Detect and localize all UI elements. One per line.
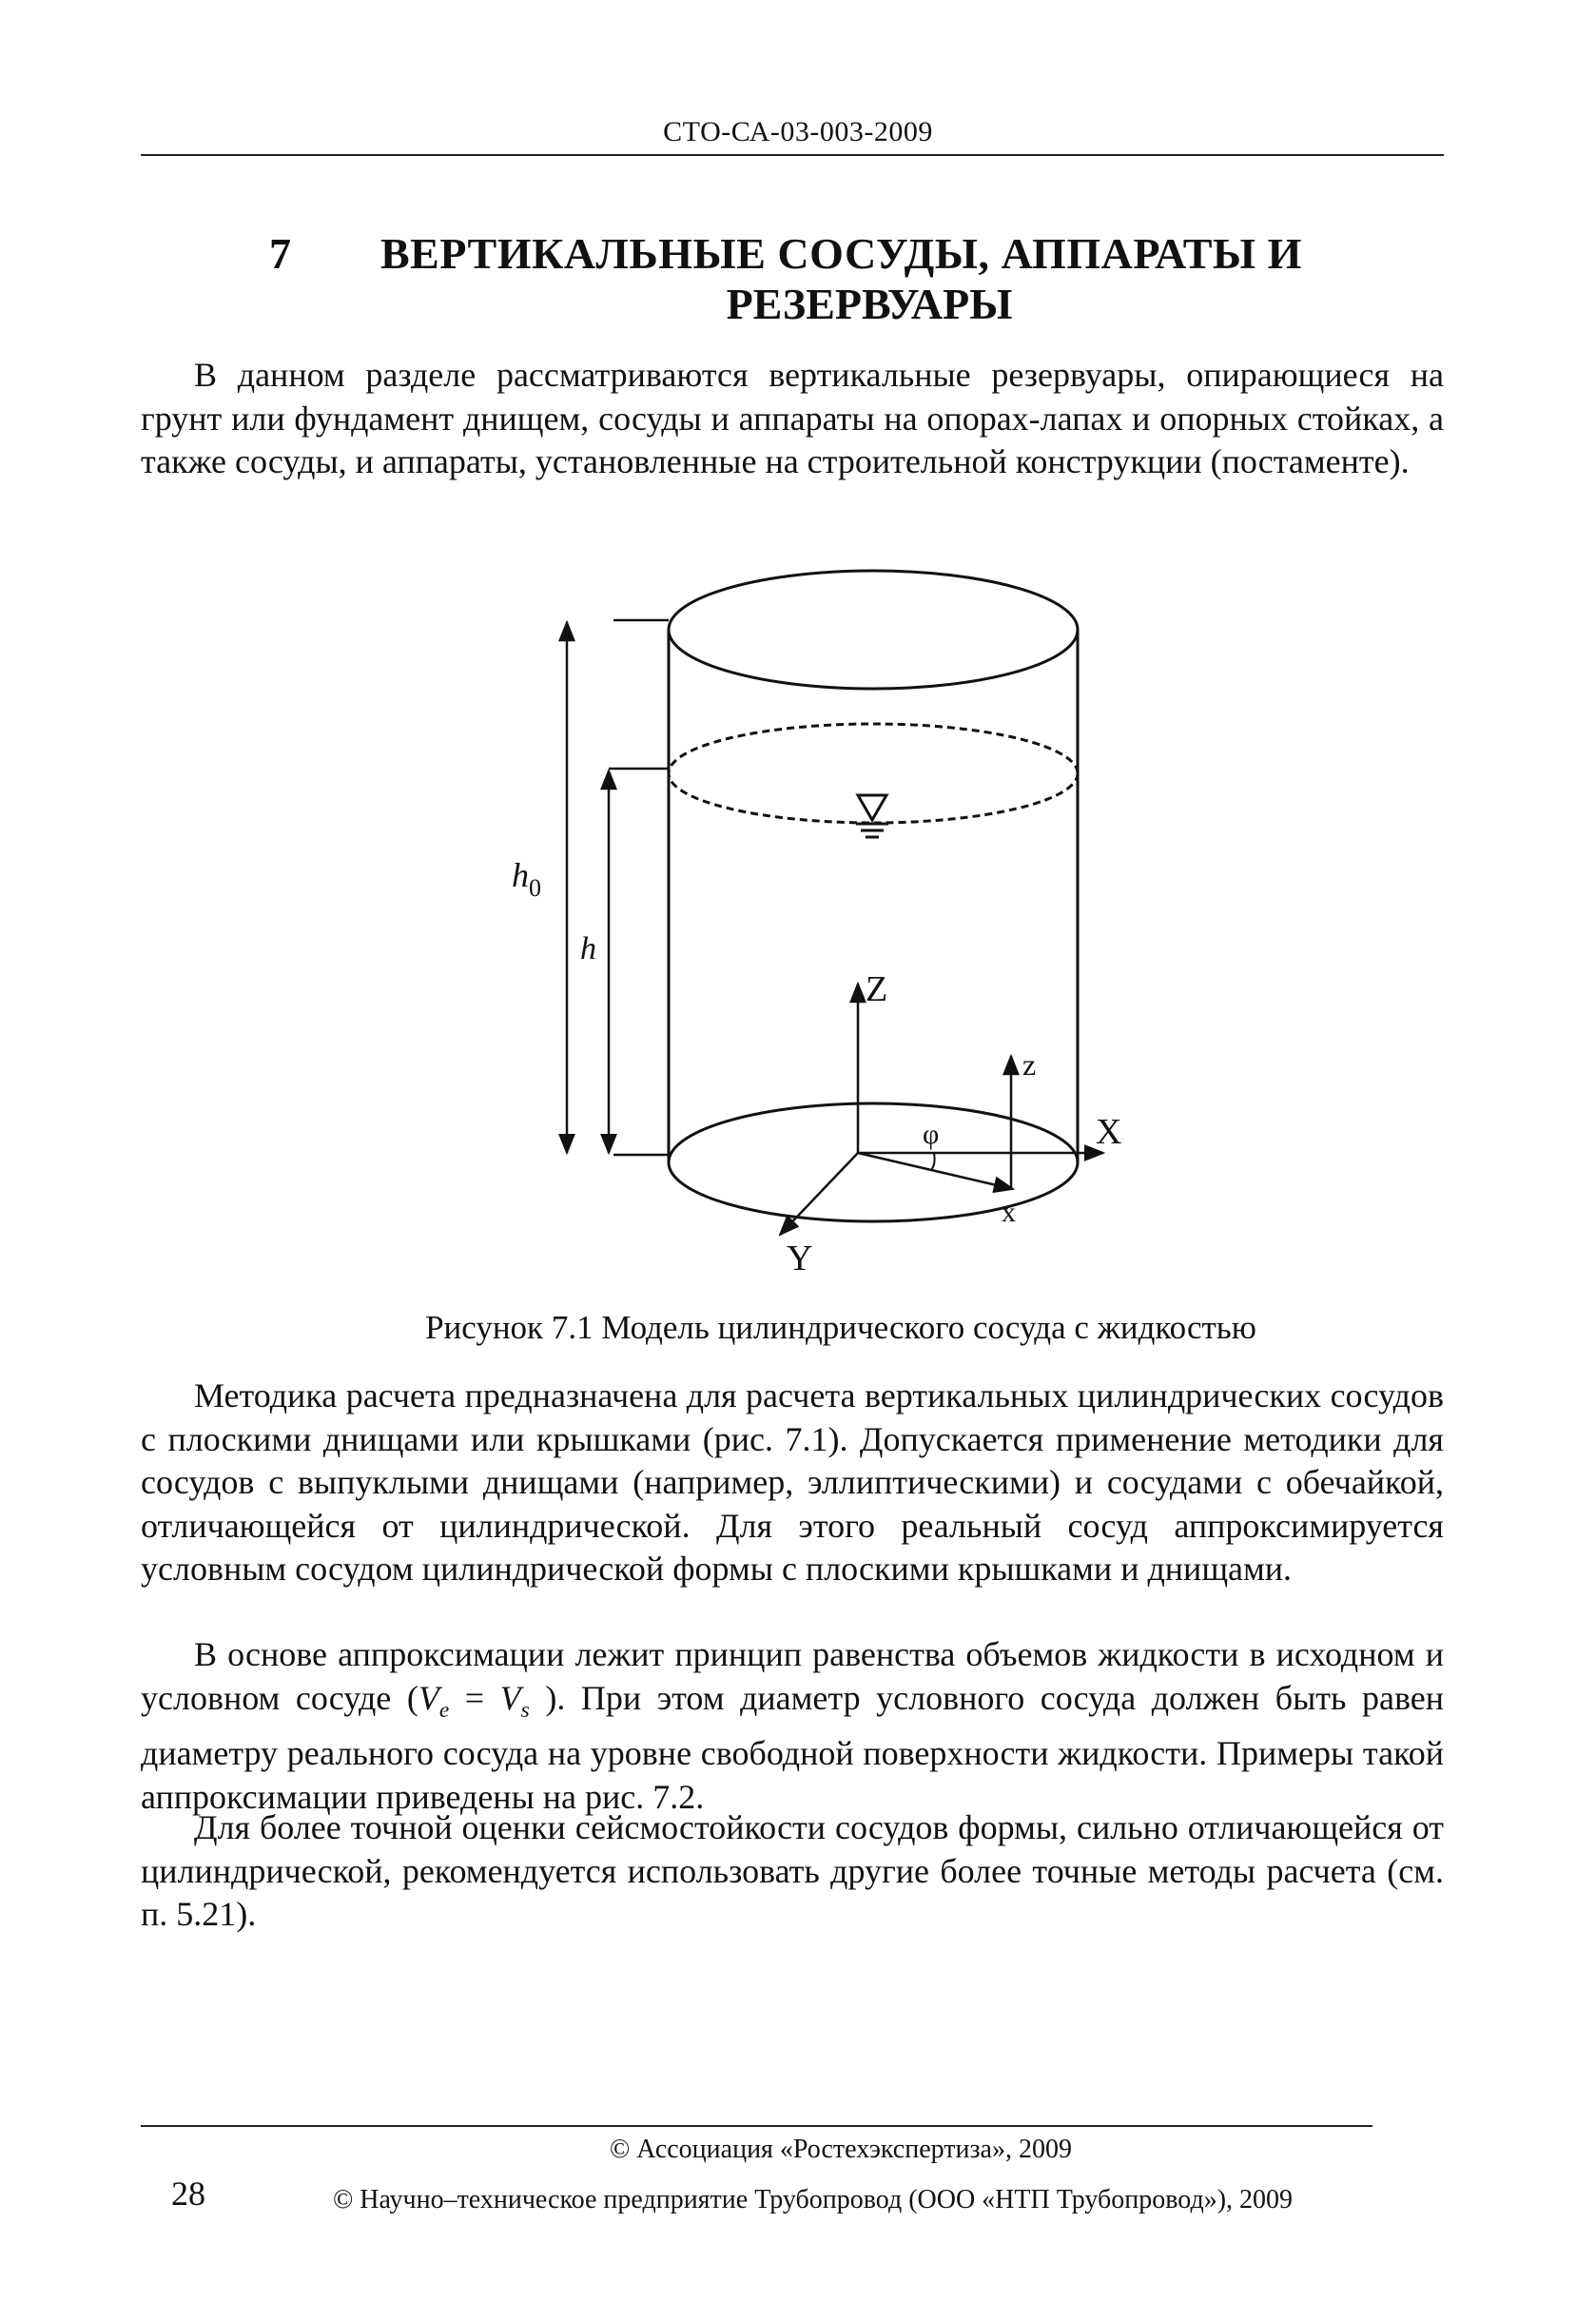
header-rule <box>141 154 1444 156</box>
liquid-level-symbol <box>858 795 886 820</box>
label-h0: $h_0$ <box>512 856 541 902</box>
footer-copyright-1: © Ассоциация «Ростехэкспертиза», 2009 <box>610 2135 1072 2164</box>
cylinder-vessel-figure <box>476 561 1141 1284</box>
label-Y: Y <box>787 1239 813 1278</box>
footer-rule <box>141 2125 1372 2127</box>
figure-caption: Рисунок 7.1 Модель цилиндрического сосуда с жидкостью <box>425 1309 1256 1346</box>
section-title-line1: ВЕРТИКАЛЬНЫЕ СОСУДЫ, АППАРАТЫ И <box>380 229 1302 278</box>
paragraph-3-part2: ). При этом диаметр условного сосуда должен быть равен диаметру реального сосуда на уровне свободной поверхности жидкости. Примеры такой аппроксимации приведены на рис. 7.2. <box>141 1678 1444 1816</box>
phi-angle-arc <box>931 1153 935 1170</box>
footer-copyright-2: © Научно–техническое предприятие Трубопровод (ООО «НТП Трубопровод»), 2009 <box>333 2185 1294 2214</box>
paragraph-3-text <box>141 1633 1444 1819</box>
cylinder-top-ellipse <box>669 571 1078 689</box>
page-number: 28 <box>171 2175 205 2213</box>
math-Vs: $V_s$ <box>499 1678 530 1723</box>
label-Z: Z <box>866 969 888 1009</box>
paragraph-4 <box>141 1806 1444 1937</box>
paragraph-3-part1: В основе аппроксимации лежит принцип равенства объемов жидкости в исходном и условном сосуде ( <box>141 1635 1444 1717</box>
section-number: 7 <box>269 229 291 278</box>
intro-paragraph <box>141 354 1444 484</box>
label-h: h <box>580 931 596 966</box>
math-Ve: $V_e$ <box>418 1678 450 1723</box>
label-z: z <box>1022 1047 1037 1082</box>
label-x: x <box>1002 1197 1016 1228</box>
axis-Y <box>780 1153 858 1235</box>
paragraph-3 <box>141 1633 1444 1819</box>
paragraph-4-text: Для более точной оценки сейсмостойкости сосудов формы, сильно отличающейся от цилиндрической, рекомендуется использовать другие более точные методы расчета (см. п. 5.21). <box>141 1808 1444 1933</box>
liquid-surface-ellipse <box>669 724 1078 823</box>
paragraph-2-text: Методика расчета предназначена для расчета вертикальных цилиндрических сосудов с плоскими днищами или крышками (рис. 7.1). Допускается применение методики для сосудов с выпуклыми днищами (например, эллиптическими) и сосудами с обечайкой, отличающейся от цилиндрической. Для этого реальный сосуд аппроксимируется условным сосудом цилиндрической формы с плоскими крышками и днищами. <box>141 1376 1444 1588</box>
math-equals: = <box>449 1678 500 1717</box>
section-title-line2: РЕЗЕРВУАРЫ <box>726 280 1013 328</box>
cylinder-bottom-ellipse <box>669 1103 1078 1221</box>
paragraph-2 <box>141 1375 1444 1591</box>
intro-paragraph-text: В данном разделе рассматриваются вертикальные резервуары, опирающиеся на грунт или фундамент днищем, сосуды и аппараты на опорах-лапах и опорных стойках, а также сосуды, и аппараты, установленные на строительной конструкции (постаменте). <box>141 356 1444 480</box>
label-phi: φ <box>923 1119 940 1150</box>
document-code: СТО-СА-03-003-2009 <box>663 116 933 147</box>
label-X: X <box>1096 1112 1122 1152</box>
